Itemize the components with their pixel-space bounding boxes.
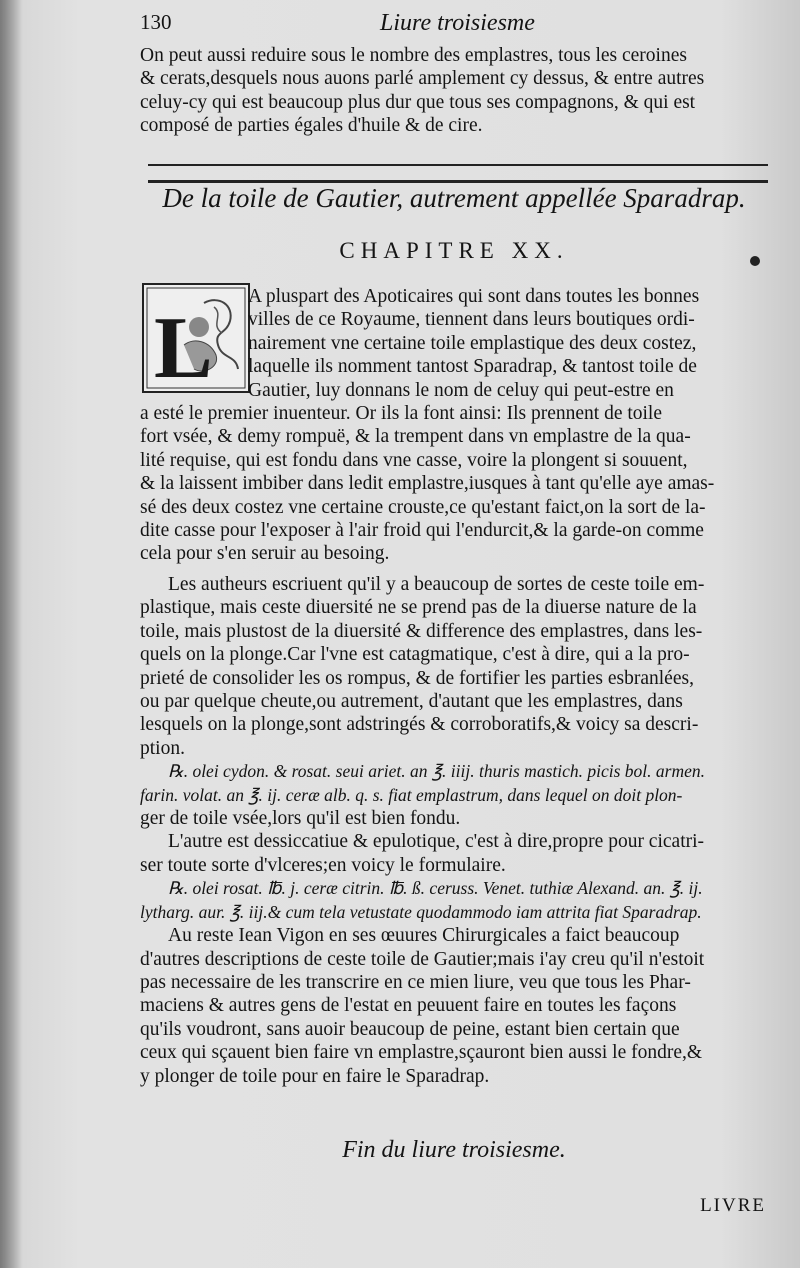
text-line: quels on la plonge.Car l'vne est catagmatique, c'est à dire, qui a la pro- — [140, 644, 690, 666]
text-line: celuy-cy qui est beaucoup plus dur que tous ses compagnons, & qui est — [140, 91, 696, 113]
page-header — [140, 10, 760, 40]
text-line: d'autres descriptions de ceste toile de Gautier;mais i'ay creu qu'il n'estoit — [140, 948, 705, 970]
text-line: A pluspart des Apoticaires qui sont dans toutes les bonnes — [248, 286, 700, 307]
formula-line: farin. volat. an ℥. ij. ceræ alb. q. s. fiat emplastrum, dans lequel on doit plon- — [140, 784, 683, 805]
text-line: lesquels on la plonge,sont adstringés & corroboratifs,& voicy sa descri- — [140, 714, 699, 736]
text-line: fort vsée, & demy rompuë, & la trempent dans vn emplastre de la qua- — [140, 426, 691, 448]
text-line: On peut aussi reduire sous le nombre des emplastres, tous les ceroines — [140, 45, 687, 66]
text-line: pas necessaire de les transcrire en ce mien liure, veu que tous les Phar- — [140, 971, 691, 993]
section-title: De la toile de Gautier, autrement appellée Sparadrap. — [162, 183, 746, 213]
text-line: toile, mais plustost de la diuersité & difference des emplastres, dans les- — [140, 620, 703, 642]
text-line: L'autre est dessiccatiue & epulotique, c'est à dire,propre pour cicatri- — [168, 831, 705, 853]
text-line: Les autheurs escriuent qu'il y a beaucoup de sortes de ceste toile em- — [168, 574, 705, 595]
ink-speck — [750, 256, 760, 266]
text-line: nairement vne certaine toile emplastique des deux costez, — [248, 332, 697, 354]
formula-line: ℞. olei cydon. & rosat. seui ariet. an ℥. iiij. thuris mastich. picis bol. armen. — [168, 761, 705, 782]
text-line: Gautier, luy donnans le nom de celuy qui peut-estre en — [248, 379, 674, 401]
text-line: cela pour s'en seruir au besoing. — [140, 543, 390, 565]
running-title: Liure troisiesme — [380, 10, 535, 36]
chapter-body — [140, 573, 768, 1088]
text-line: & cerats,desquels nous auons parlé amplement cy dessus, & entre autres — [140, 68, 705, 90]
text-line: qu'ils voudront, sans auoir beaucoup de peine, estant bien certain que — [140, 1018, 680, 1040]
text-line: maciens & autres gens de l'estat en peuuent faire en toutes les façons — [140, 995, 677, 1017]
text-line: laquelle ils nomment tantost Sparadrap, & tantost toile de — [248, 356, 697, 378]
text-line: a esté le premier inuenteur. Or ils la font ainsi: Ils prennent de toile — [140, 403, 663, 425]
closing-line: Fin du liure troisiesme. — [342, 1137, 566, 1163]
text-line: ger de toile vsée,lors qu'il est bien fondu. — [140, 808, 461, 830]
page-number: 130 — [140, 10, 172, 34]
chapter-paragraph-first — [140, 285, 768, 566]
text-line: sé des deux costez vne certaine crouste,ce qu'estant faict,on la sort de la- — [140, 496, 706, 518]
text-line: ceux qui sçauent bien faire vn emplastre,sçauront bien aussi le fondre,& — [140, 1042, 703, 1064]
text-line: y plonger de toile pour en faire le Sparadrap. — [140, 1065, 490, 1087]
text-line: ou par quelque cheute,ou autrement, d'autant que les emplastres, dans — [140, 691, 683, 713]
text-line: composé de parties égales d'huile & de cire. — [140, 115, 483, 137]
chapter-heading: CHAPITRE XX. — [339, 238, 569, 263]
gutter-shadow — [0, 0, 22, 1268]
text-line: plastique, mais ceste diuersité ne se prend pas de la diuerse nature de la — [140, 597, 697, 619]
text-line: dite casse pour l'exposer à l'air froid qui l'endurcit,& la garde-on comme — [140, 520, 704, 542]
text-line: Au reste Iean Vigon en ses œuures Chirurgicales a faict beaucoup — [168, 925, 680, 947]
text-line: villes de ce Royaume, tiennent dans leurs boutiques ordi- — [248, 309, 695, 331]
dropcap-letter: L — [154, 300, 213, 391]
catchword: LIVRE — [700, 1195, 766, 1216]
formula-line: lytharg. aur. ℥. iij.& cum tela vetustate quodammodo iam attrita fiat Sparadrap. — [140, 901, 702, 922]
text-line: ption. — [140, 737, 185, 759]
text-line: ser toute sorte d'vlceres;en voicy le formulaire. — [140, 854, 506, 876]
formula-line: ℞. olei rosat. ℔. j. ceræ citrin. ℔. ß. ceruss. Venet. tuthiæ Alexand. an. ℥. ij. — [168, 878, 703, 899]
text-line: lité requise, qui est fondu dans vne casse, voire la plongent si souuent, — [140, 449, 688, 471]
text-line: prieté de consolider les os rompus, & de fortifier les parties esbranlées, — [140, 667, 694, 689]
divider-rule — [148, 164, 768, 166]
intro-paragraph — [140, 44, 768, 138]
text-line: & la laissent imbiber dans ledit emplastre,iusques à tant qu'elle aye amas- — [140, 473, 715, 495]
